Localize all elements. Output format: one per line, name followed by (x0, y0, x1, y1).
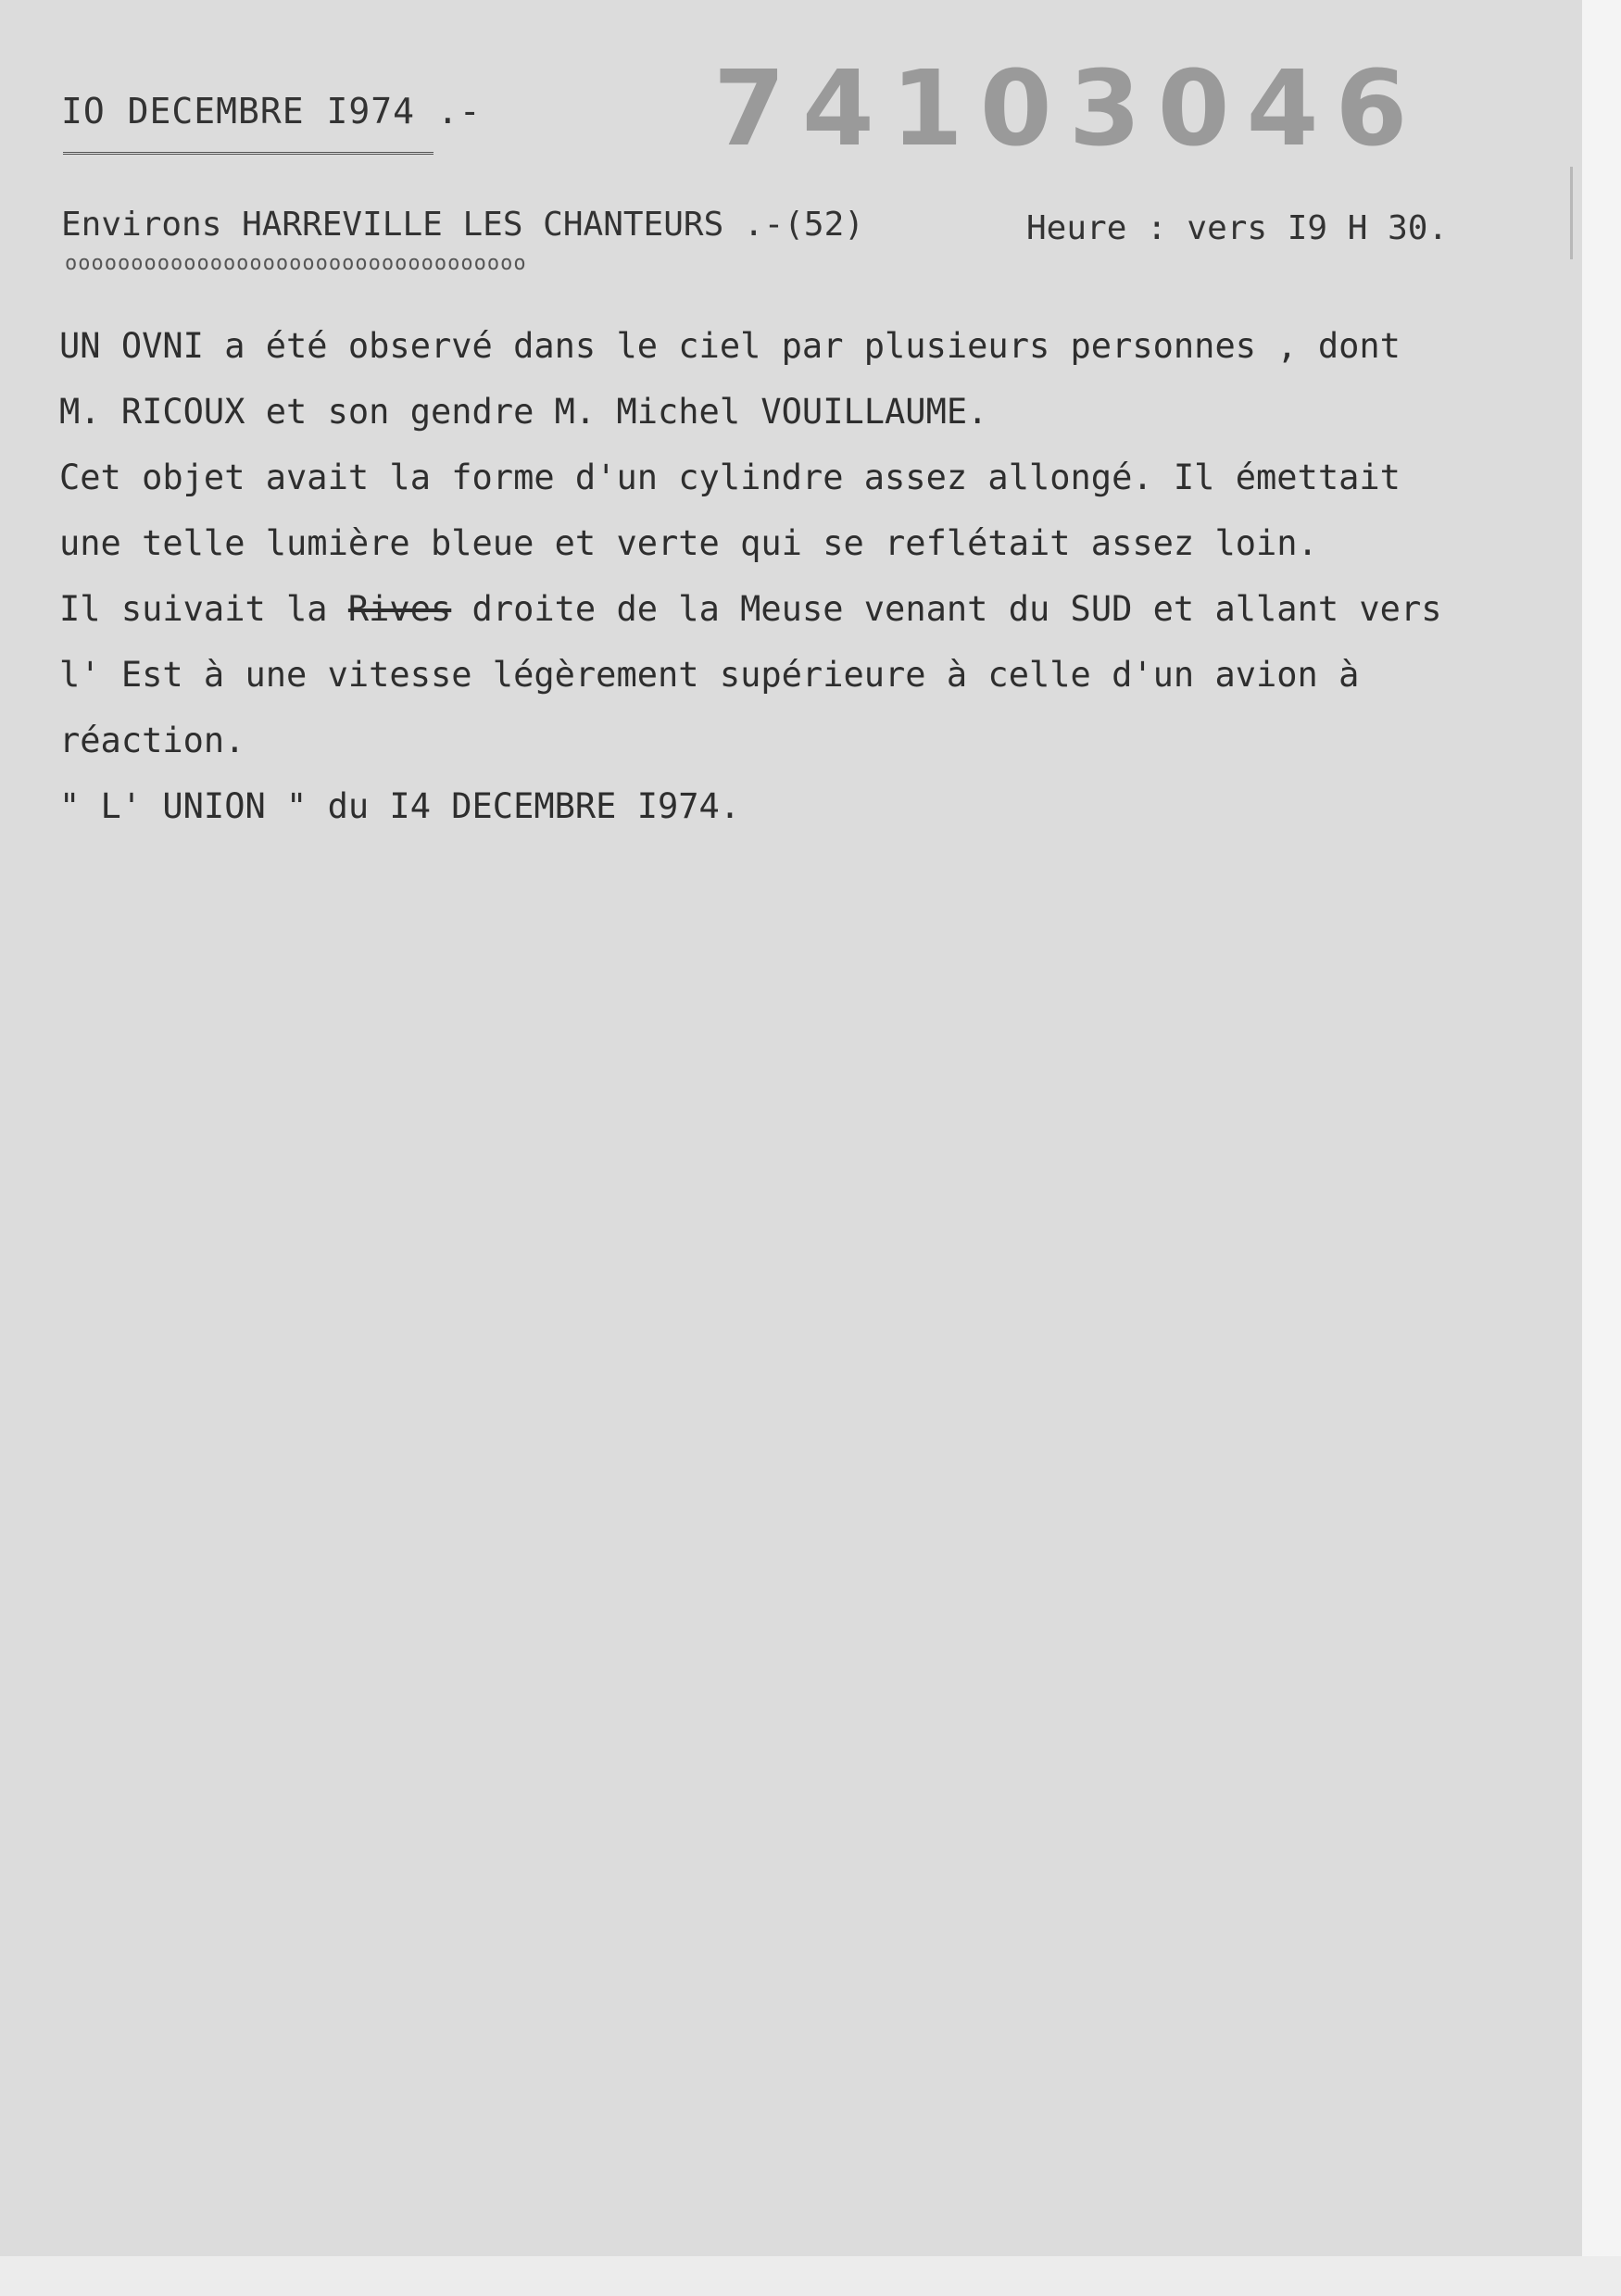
report-line: une telle lumière bleue et verte qui se reflétait assez loin. (59, 523, 1318, 563)
report-line-text: droite de la Meuse venant du SUD et allant vers (451, 589, 1442, 629)
source-citation: " L' UNION " du I4 DECEMBRE I974. (59, 786, 741, 826)
date-underline-divider (63, 152, 434, 155)
scan-margin-bottom (0, 2256, 1621, 2296)
report-line: UN OVNI a été observé dans le ciel par plusieurs personnes , dont (59, 326, 1401, 366)
report-date: IO DECEMBRE I974 .- (61, 91, 482, 132)
report-line: réaction. (59, 721, 245, 760)
location-heading: Environs HARREVILLE LES CHANTEURS .-(52) (61, 206, 864, 244)
report-line: Cet objet avait la forme d'un cylindre assez allongé. Il émettait (59, 458, 1401, 497)
report-line: M. RICOUX et son gendre M. Michel VOUILLAUME. (59, 392, 988, 432)
report-line-text: Il suivait la (59, 589, 348, 629)
scan-artifact-line (1570, 167, 1573, 259)
time-heading: Heure : vers I9 H 30. (1026, 209, 1449, 247)
scan-margin-right (1582, 0, 1621, 2296)
circle-rule-divider: ooooooooooooooooooooooooooooooooooo (65, 252, 527, 275)
report-line (59, 576, 1541, 642)
reference-number-stamp: 74103046 (713, 49, 1425, 169)
struck-word: Rives (347, 589, 452, 629)
report-line: l' Est à une vitesse légèrement supérieure à celle d'un avion à (59, 655, 1360, 695)
report-body (59, 313, 1541, 839)
